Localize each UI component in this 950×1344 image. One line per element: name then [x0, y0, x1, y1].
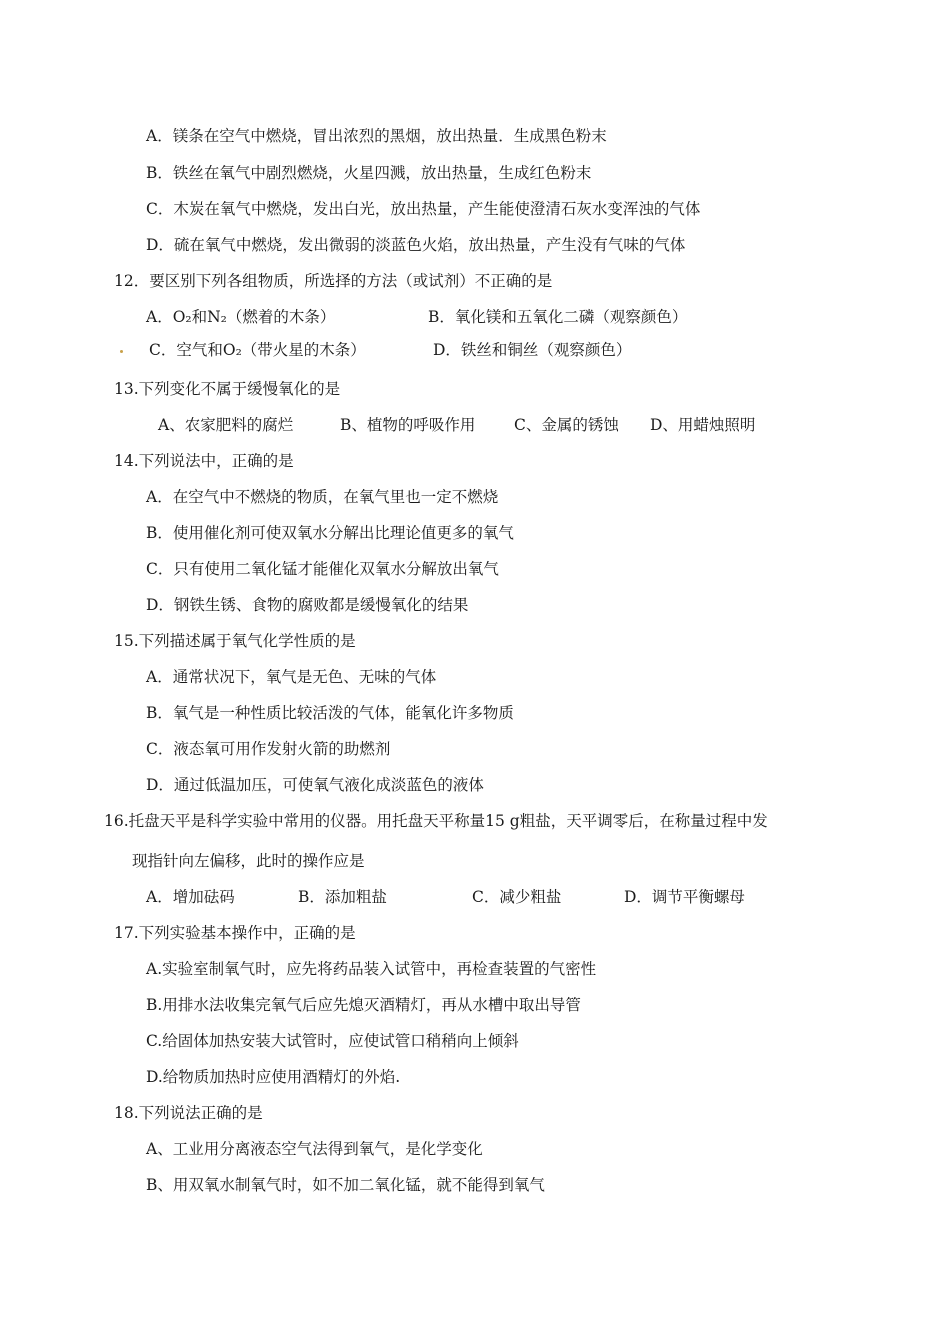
q12-option-c: C．空气和O₂（带火星的木条）	[149, 341, 366, 359]
q17-option-d: D.给物质加热时应使用酒精灯的外焰.	[146, 1068, 401, 1086]
q16-option-a: A．增加砝码	[146, 888, 235, 906]
q17-option-a: A.实验室制氧气时，应先将药品装入试管中，再检查装置的气密性	[146, 960, 597, 978]
q13-option-a: A、农家肥料的腐烂	[158, 416, 294, 434]
q12-option-b: B．氧化镁和五氧化二磷（观察颜色）	[428, 308, 688, 326]
q14-option-d: D．钢铁生锈、食物的腐败都是缓慢氧化的结果	[146, 596, 469, 614]
q17-option-b: B.用排水法收集完氧气后应先熄灭酒精灯，再从水槽中取出导管	[146, 996, 581, 1014]
q12-option-d: D．铁丝和铜丝（观察颜色）	[433, 341, 632, 359]
q16-stem-line1: 16.托盘天平是科学实验中常用的仪器。用托盘天平称量15 g粗盐，天平调零后，在称量过程中发	[104, 812, 768, 830]
q15-option-a: A．通常状况下，氧气是无色、无味的气体	[146, 668, 437, 686]
q13-option-b: B、植物的呼吸作用	[340, 416, 476, 434]
q16-option-d: D．调节平衡螺母	[624, 888, 745, 906]
q16-option-c: C．减少粗盐	[472, 888, 562, 906]
q18-stem: 18.下列说法正确的是	[114, 1104, 263, 1122]
q15-option-d: D．通过低温加压，可使氧气液化成淡蓝色的液体	[146, 776, 484, 794]
q12-stem: 12．要区别下列各组物质，所选择的方法（或试剂）不正确的是	[114, 272, 553, 290]
q12-option-a: A．O₂和N₂（燃着的木条）	[146, 308, 336, 326]
stray-dot-mark	[120, 350, 123, 353]
q14-option-c: C．只有使用二氧化锰才能催化双氧水分解放出氧气	[146, 560, 499, 578]
q14-option-b: B．使用催化剂可使双氧水分解出比理论值更多的氧气	[146, 524, 514, 542]
q17-option-c: C.给固体加热安装大试管时，应使试管口稍稍向上倾斜	[146, 1032, 519, 1050]
q15-option-c: C．液态氧可用作发射火箭的助燃剂	[146, 740, 391, 758]
q11-option-b: B．铁丝在氧气中剧烈燃烧，火星四溅，放出热量，生成红色粉末	[146, 164, 592, 182]
q11-option-c: C．木炭在氧气中燃烧，发出白光，放出热量，产生能使澄清石灰水变浑浊的气体	[146, 200, 701, 218]
q16-option-b: B．添加粗盐	[298, 888, 387, 906]
q13-option-c: C、金属的锈蚀	[514, 416, 619, 434]
q14-stem: 14.下列说法中，正确的是	[114, 452, 294, 470]
q13-option-d: D、用蜡烛照明	[650, 416, 756, 434]
q15-option-b: B．氧气是一种性质比较活泼的气体，能氧化许多物质	[146, 704, 514, 722]
q13-stem: 13.下列变化不属于缓慢氧化的是	[114, 380, 341, 398]
q15-stem: 15.下列描述属于氧气化学性质的是	[114, 632, 356, 650]
q16-stem-line2: 现指针向左偏移，此时的操作应是	[132, 852, 365, 870]
q11-option-d: D．硫在氧气中燃烧，发出微弱的淡蓝色火焰，放出热量，产生没有气味的气体	[146, 236, 686, 254]
q18-option-b: B、用双氧水制氧气时，如不加二氧化锰，就不能得到氧气	[146, 1176, 545, 1194]
q17-stem: 17.下列实验基本操作中，正确的是	[114, 924, 356, 942]
q11-option-a: A．镁条在空气中燃烧，冒出浓烈的黑烟，放出热量．生成黑色粉末	[146, 127, 607, 145]
q18-option-a: A、工业用分离液态空气法得到氧气，是化学变化	[146, 1140, 483, 1158]
q14-option-a: A．在空气中不燃烧的物质，在氧气里也一定不燃烧	[146, 488, 499, 506]
